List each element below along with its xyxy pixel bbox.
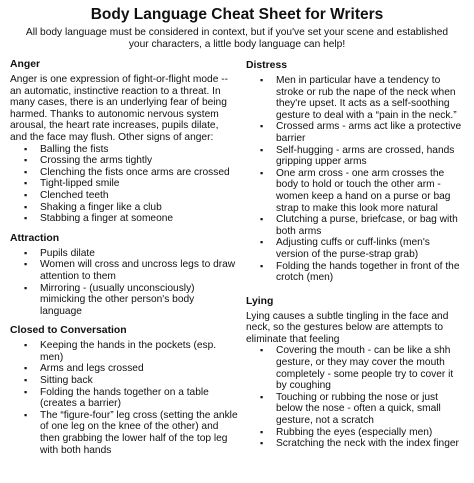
- lying-description: Lying causes a subtle tingling in the face and neck, so the gestures below are attempts to eliminate that feeling: [246, 310, 449, 345]
- heading-distress: Distress: [246, 60, 288, 71]
- list-item: ▪ Stabbing a finger at someone: [10, 213, 238, 225]
- list-item: ▪ Clenched teeth: [10, 190, 238, 202]
- list-item: ▪ Sitting back: [10, 375, 238, 387]
- list-item: ▪ Men in particular have a tendency to stroke or rub the nape of the neck when they're upset. It acts as a self-soothing gesture to deal with a “pain in the neck.”: [246, 75, 464, 121]
- lying-list: [246, 345, 464, 449]
- list-item: ▪ Touching or rubbing the nose or just below the nose - often a quick, small gesture, not a scratch: [246, 392, 464, 427]
- list-item: ▪ The “figure-four” leg cross (setting the ankle of one leg on the knee of the other) and then grabbing the lower half of the top leg with both hands: [10, 410, 238, 456]
- list-item: ▪ Mirroring - (usually unconsciously) mimicking the other person's body language: [10, 283, 238, 318]
- anger-description: Anger is one expression of fight-or-flight mode -- an automatic, instinctive reaction to a threat. In many cases, there is an underlying fear of being harmed. Thanks to autonomic nervous system arousal, the heart rate increases, pupils dilate, and the face may flush. Other signs of anger:: [10, 74, 229, 143]
- list-item: ▪ Tight-lipped smile: [10, 178, 238, 190]
- right-column: [246, 59, 464, 462]
- list-item: ▪ Covering the mouth - can be like a shh gesture, or they may cover the mouth completely - some people try to cover it by coughing: [246, 345, 464, 391]
- list-item: ▪ Adjusting cuffs or cuff-links (men's version of the purse-strap grab): [246, 237, 464, 260]
- heading-attraction: Attraction: [10, 232, 60, 244]
- distress-list: [246, 75, 464, 284]
- list-item: ▪ Shaking a finger like a club: [10, 202, 238, 214]
- heading-lying: Lying: [246, 295, 274, 307]
- list-item: ▪ Folding the hands together in front of the crotch (men): [246, 261, 464, 284]
- list-item: ▪ Clutching a purse, briefcase, or bag with both arms: [246, 214, 464, 237]
- attraction-list: [10, 248, 238, 318]
- list-item: ▪ Keeping the hands in the pockets (esp. men): [10, 340, 238, 363]
- columns: [10, 59, 464, 462]
- list-item: ▪ Women will cross and uncross legs to draw attention to them: [10, 259, 238, 282]
- page-title: Body Language Cheat Sheet for Writers: [90, 6, 384, 23]
- list-item: ▪ Arms and legs crossed: [10, 363, 238, 375]
- list-item: ▪ Folding the hands together on a table (creates a barrier): [10, 387, 238, 410]
- section-attraction: [10, 233, 238, 318]
- anger-list: [10, 144, 238, 225]
- section-anger: [10, 59, 238, 225]
- list-item: ▪ Clenching the fists once arms are crossed: [10, 167, 238, 179]
- closed-list: [10, 340, 238, 456]
- heading-anger: Anger: [10, 59, 41, 70]
- list-item: ▪ Crossing the arms tightly: [10, 155, 238, 167]
- section-distress: [246, 60, 464, 284]
- list-item: ▪ Balling the fists: [10, 144, 238, 156]
- list-item: ▪ Scratching the neck with the index finger: [246, 438, 464, 450]
- list-item: ▪ Self-hugging - arms are crossed, hands gripping upper arms: [246, 145, 464, 168]
- section-lying: [246, 296, 464, 450]
- list-item: ▪ Pupils dilate: [10, 248, 238, 260]
- list-item: ▪ Rubbing the eyes (especially men): [246, 427, 464, 439]
- section-closed-to-conversation: [10, 325, 238, 456]
- left-column: [10, 59, 238, 462]
- list-item: ▪ One arm cross - one arm crosses the body to hold or touch the other arm - women keep a hand on a purse or bag strap to make this look more natural: [246, 168, 464, 214]
- list-item: ▪ Crossed arms - arms act like a protective barrier: [246, 121, 464, 144]
- heading-closed-to-conversation: Closed to Conversation: [10, 325, 127, 337]
- intro-text: All body language must be considered in context, but if you've set your scene and established your characters, a little body language can help!: [25, 27, 449, 50]
